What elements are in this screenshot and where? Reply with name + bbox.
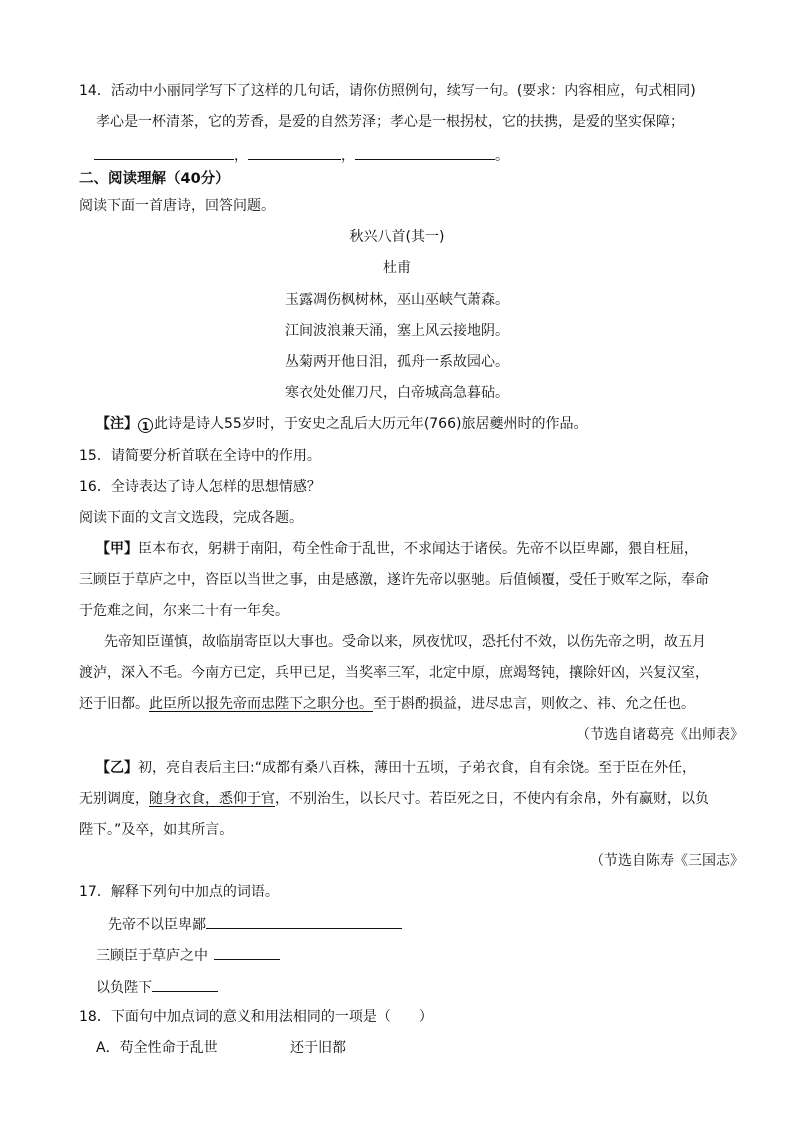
q17-item-1-text: 先帝不以臣卑鄙: [108, 917, 206, 933]
poem-note: [96, 414, 587, 434]
q17-item-3: [96, 976, 218, 998]
q17-item-2-text: 三顾臣于草庐之中: [96, 948, 208, 964]
q17-item-2: [96, 944, 280, 966]
q14-comma-1: ，: [234, 148, 248, 164]
jia-p1-line-3: 于危难之间，尔来二十有一年矣。: [79, 603, 289, 619]
poem-author: 杜甫: [383, 260, 411, 276]
q17-blank-1[interactable]: [206, 913, 402, 929]
yi-line-3: 陛下。”及卒，如其所言。: [79, 822, 234, 838]
poem-line-3: 丛菊两开他日泪，孤舟一系故园心。: [285, 354, 509, 370]
jia-underlined-sentence: 此臣所以报先帝而忠陛下之职分也。: [149, 696, 373, 712]
yi-line-1: [96, 758, 696, 778]
q16: 16．全诗表达了诗人怎样的思想情感？: [79, 479, 321, 495]
poem-line-1: 玉露凋伤枫树林，巫山巫峡气萧森。: [285, 292, 509, 308]
q17-prompt: 17．解释下列句中加点的词语。: [79, 884, 279, 900]
q15: 15．请简要分析首联在全诗中的作用。: [79, 448, 321, 464]
q14-blank-3[interactable]: [355, 144, 495, 160]
jia-p2-l3-a: 还于旧都。: [79, 696, 149, 712]
jia-p1-l1-text: 臣本布衣，躬耕于南阳，苟全性命于乱世，不求闻达于诸侯。先帝不以臣卑鄙，猥自枉屈，: [138, 541, 698, 557]
jia-p2-line-2: 渡泸，深入不毛。今南方已定，兵甲已足，当奖率三军，北定中原，庶竭驽钝，攘除奸凶，兴复汉室，: [79, 665, 709, 681]
q14-period: 。: [495, 148, 509, 164]
q18-option-a-2: 还于旧都: [290, 1040, 346, 1056]
note-label: 【注】: [96, 416, 138, 432]
jia-p1-line-1: [96, 539, 698, 559]
q14-blank-1[interactable]: [94, 144, 234, 160]
yi-l2-b: ，不别治生，以长尺寸。若臣死之日，不使内有余帛，外有赢财，以负: [275, 791, 709, 807]
yi-l1-text: 初，亮自表后主曰:“成都有桑八百株，薄田十五顷，子弟衣食，自有余饶。至于臣在外任，: [138, 760, 696, 776]
note-number-circle: 1: [138, 418, 153, 433]
section-title: 二、阅读理解（40分）: [79, 171, 230, 187]
q14-prompt: 14．活动中小丽同学写下了这样的几句话，请你仿照例句，续写一句。(要求：内容相应，句式相同): [79, 83, 696, 99]
q14-example: 孝心是一杯清茶，它的芳香，是爱的自然芳泽；孝心是一根拐杖，它的扶携，是爱的坚实保障；: [96, 114, 684, 130]
jia-p1-line-2: 三顾臣于草庐之中，咨臣以当世之事，由是感激，遂许先帝以驱驰。后值倾覆，受任于败军之际，奉命: [79, 572, 709, 588]
q18-prompt: 18．下面句中加点词的意义和用法相同的一项是（ ）: [79, 1009, 433, 1025]
poem-title: 秋兴八首(其一): [349, 229, 445, 245]
yi-label: 【乙】: [96, 760, 138, 776]
poem-line-4: 寒衣处处催刀尺，白帝城高急暮砧。: [285, 385, 509, 401]
yi-underlined-sentence: 随身衣食，悉仰于官: [149, 791, 275, 807]
wenyan-intro: 阅读下面的文言文选段，完成各题。: [79, 510, 303, 526]
q17-item-3-text: 以负陛下: [96, 980, 152, 996]
jia-label: 【甲】: [96, 541, 138, 557]
jia-p2-line-3: [79, 694, 695, 714]
yi-l2-a: 无别调度，: [79, 791, 149, 807]
poem-intro: 阅读下面一首唐诗，回答问题。: [79, 198, 275, 214]
q17-blank-2[interactable]: [214, 944, 280, 960]
q14-comma-2: ，: [341, 148, 355, 164]
jia-p2-line-1: 先帝知臣谨慎，故临崩寄臣以大事也。受命以来，夙夜忧叹，恐托付不效，以伤先帝之明，故五月: [104, 634, 706, 650]
q14-blank-2[interactable]: [248, 144, 341, 160]
q14-answer-line: [94, 144, 509, 166]
yi-line-2: [79, 789, 709, 809]
poem-line-2: 江间波浪兼天涌，塞上风云接地阴。: [285, 323, 509, 339]
note-text: 此诗是诗人55岁时，于安史之乱后大历元年(766)旅居夔州时的作品。: [154, 416, 588, 432]
q17-blank-3[interactable]: [152, 976, 218, 992]
yi-source: （节选自陈寿《三国志》: [590, 853, 744, 869]
jia-source: （节选自诸葛亮《出师表》: [576, 727, 744, 743]
q18-option-a-1: A．苟全性命于乱世: [96, 1040, 218, 1056]
q17-item-1: [108, 913, 402, 935]
jia-p2-l3-b: 至于斟酌损益，进尽忠言，则攸之、祎、允之任也。: [373, 696, 695, 712]
